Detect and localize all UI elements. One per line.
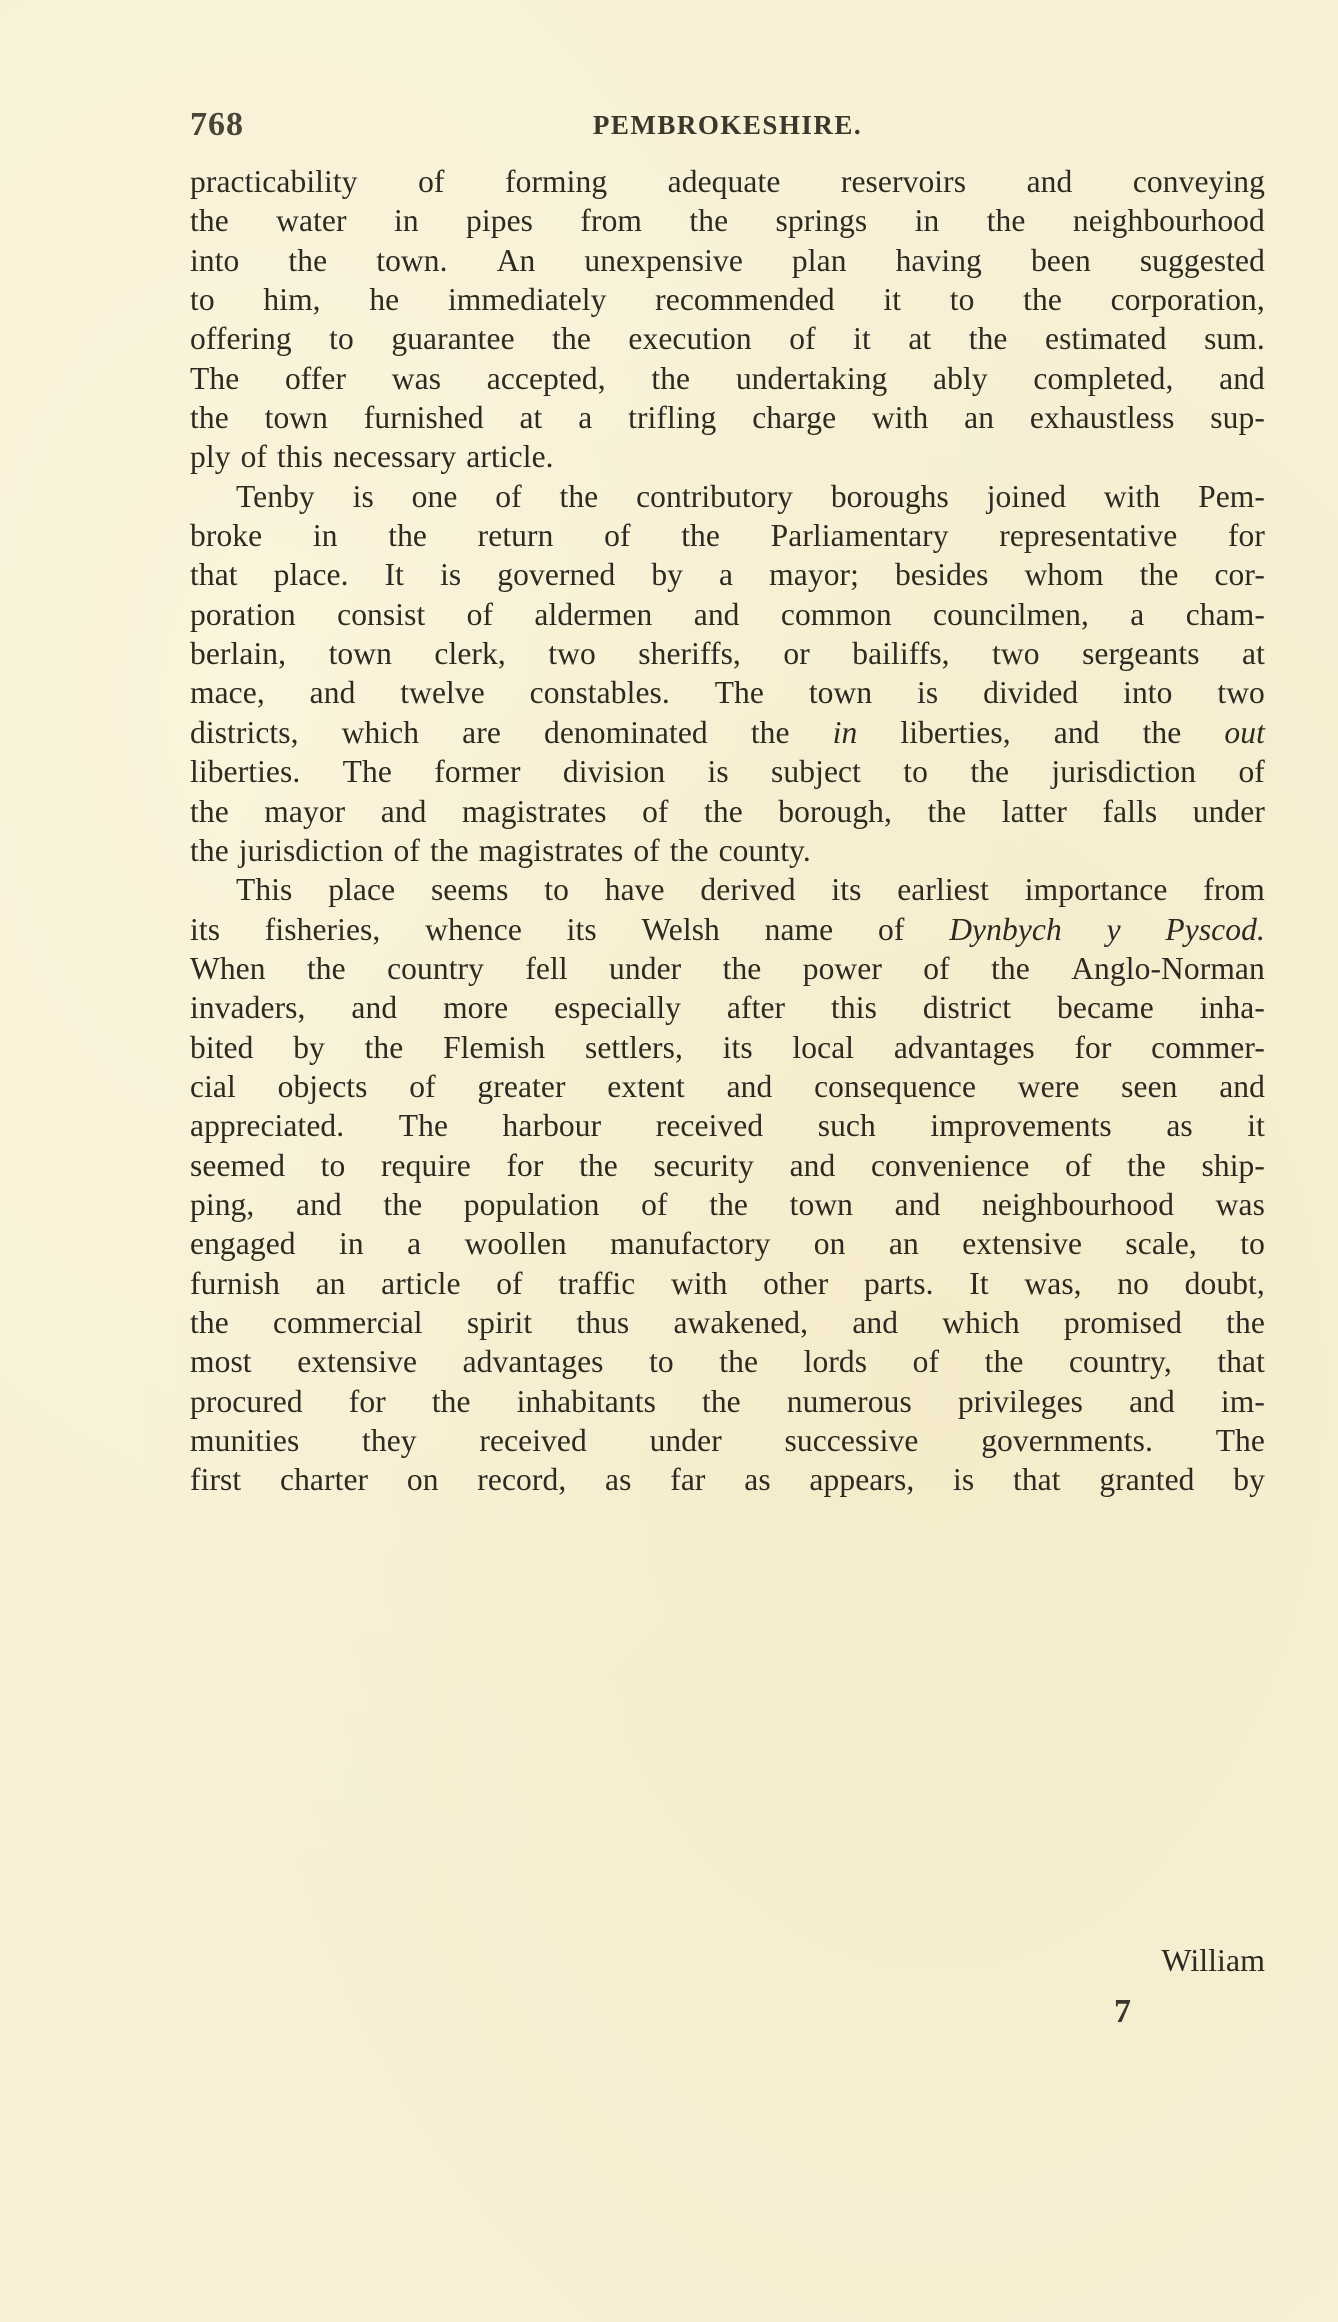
text-line: invaders, and more especially after this district became inha- bbox=[190, 990, 1265, 1026]
text-line: munities they received under successive governments. The bbox=[190, 1423, 1265, 1458]
text-line: Tenby is one of the contributory boroughs joined with Pem- bbox=[236, 478, 1265, 514]
signature-mark: 7 bbox=[1114, 1993, 1131, 2030]
text-line: the town furnished at a trifling charge with an exhaustless sup- bbox=[190, 400, 1265, 436]
text-line: bited by the Flemish settlers, its local advantages for commer- bbox=[190, 1029, 1265, 1065]
paragraph bbox=[190, 870, 1265, 1500]
text-line: districts, which are denominated the in liberties, and the out bbox=[190, 714, 1265, 750]
text-line: procured for the inhabitants the numerous privileges and im- bbox=[190, 1383, 1265, 1419]
paragraph bbox=[190, 162, 1265, 477]
text-line: mace, and twelve constables. The town is divided into two bbox=[190, 675, 1265, 711]
text-line: poration consist of aldermen and common councilmen, a cham- bbox=[190, 596, 1265, 632]
text-line: the water in pipes from the springs in the neighbourhood bbox=[190, 203, 1265, 239]
text-line: liberties. The former division is subject to the jurisdiction of bbox=[190, 754, 1265, 790]
text-line: offering to guarantee the execution of it at the estimated sum. bbox=[190, 321, 1265, 357]
text-line: most extensive advantages to the lords of the country, that bbox=[190, 1344, 1265, 1380]
text-line: appreciated. The harbour received such improvements as it bbox=[190, 1108, 1265, 1144]
text-line: The offer was accepted, the undertaking ably completed, and bbox=[190, 360, 1265, 396]
text-line: the commercial spirit thus awakened, and which promised the bbox=[190, 1304, 1265, 1340]
page-header bbox=[190, 106, 1265, 150]
text-line: the mayor and magistrates of the borough, the latter falls under bbox=[190, 793, 1265, 829]
catchword: William bbox=[1161, 1942, 1265, 1978]
text-line: broke in the return of the Parliamentary representative for bbox=[190, 518, 1265, 554]
text-line: When the country fell under the power of the Anglo-Norman bbox=[190, 950, 1265, 986]
text-line: to him, he immediately recommended it to the corporation, bbox=[190, 282, 1265, 318]
paragraph bbox=[190, 477, 1265, 870]
page-number: 768 bbox=[190, 106, 244, 143]
text-line: ping, and the population of the town and neighbourhood was bbox=[190, 1186, 1265, 1222]
text-line: ply of this necessary article. bbox=[190, 439, 554, 475]
text-line: This place seems to have derived its earliest importance from bbox=[236, 872, 1265, 908]
text-line: that place. It is governed by a mayor; besides whom the cor- bbox=[190, 557, 1265, 593]
running-head: PEMBROKESHIRE. bbox=[592, 110, 863, 140]
body-text bbox=[190, 162, 1265, 1500]
text-line: the jurisdiction of the magistrates of the county. bbox=[190, 832, 811, 868]
text-line: berlain, town clerk, two sheriffs, or bailiffs, two sergeants at bbox=[190, 636, 1265, 672]
text-line: its fisheries, whence its Welsh name of Dynbych y Pyscod. bbox=[190, 911, 1265, 947]
text-line: practicability of forming adequate reservoirs and conveying bbox=[190, 164, 1265, 199]
text-line: engaged in a woollen manufactory on an extensive scale, to bbox=[190, 1226, 1265, 1262]
text-line: first charter on record, as far as appears, is that granted by bbox=[190, 1462, 1265, 1498]
text-line: furnish an article of traffic with other parts. It was, no doubt, bbox=[190, 1265, 1265, 1301]
text-line: into the town. An unexpensive plan having been suggested bbox=[190, 242, 1265, 278]
text-line: cial objects of greater extent and consequence were seen and bbox=[190, 1068, 1265, 1104]
text-line: seemed to require for the security and convenience of the ship- bbox=[190, 1147, 1265, 1183]
